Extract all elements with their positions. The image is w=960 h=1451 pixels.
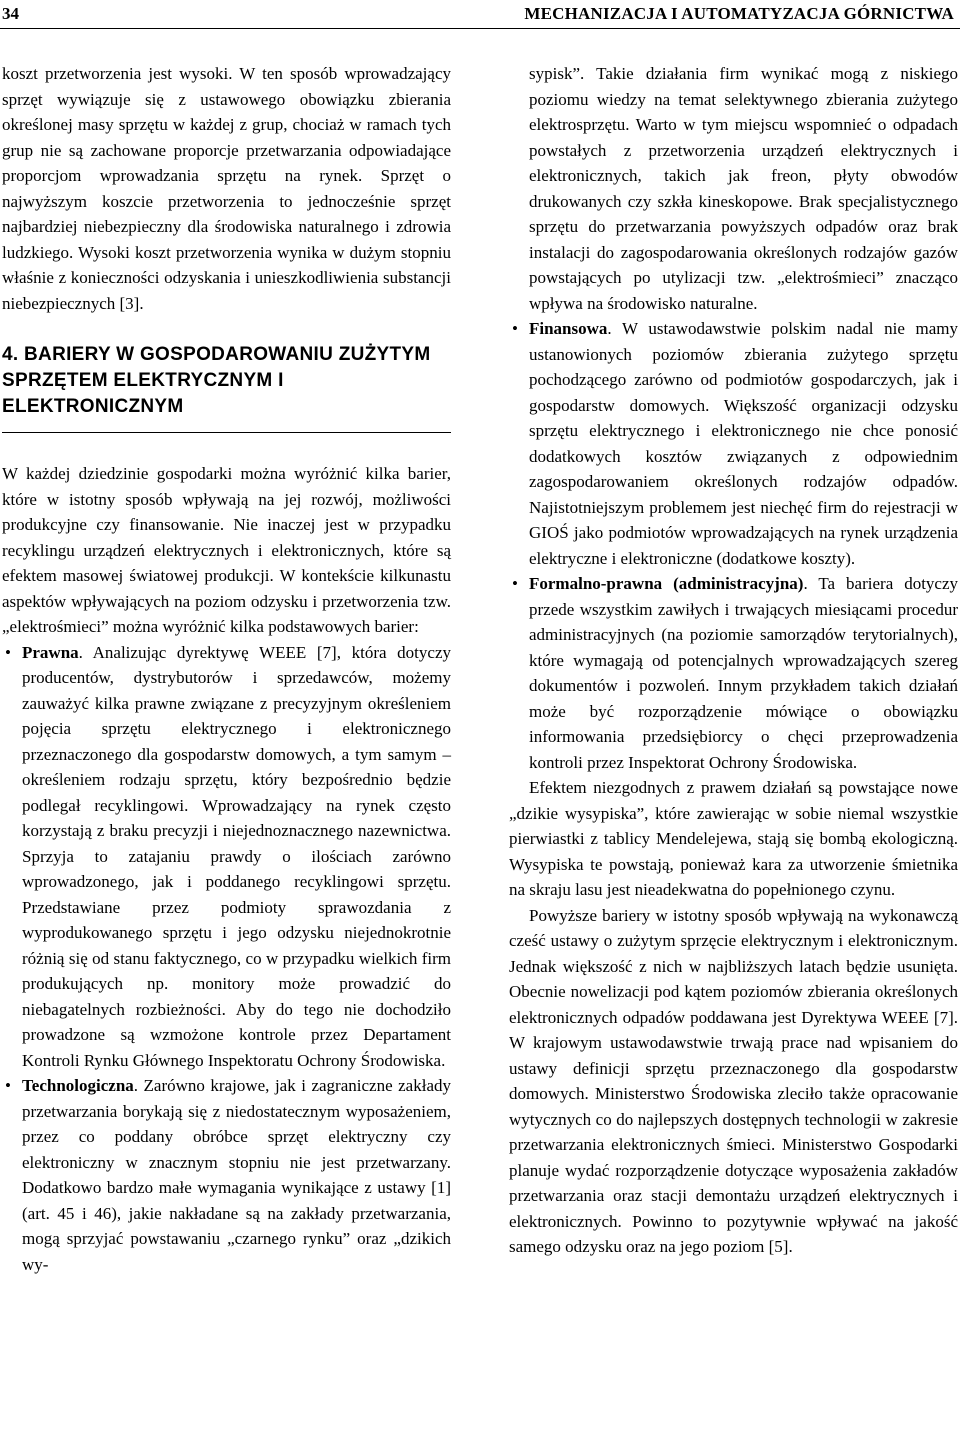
list-item-technological: [2, 1073, 451, 1277]
bullet-icon: •: [512, 319, 518, 338]
left-column: [2, 61, 451, 1277]
section-intro-paragraph: W każdej dziedzinie gospodarki można wyróżnić kilka barier, które w istotny sposób wpływają na jej rozwój, możliwości produkcyjne czy finansowanie. Nie inaczej jest w przypadku recyklingu urządzeń elektrycznych i elektronicznych, które są efektem masowej światowej produkcji. W kontekście kilkunastu aspektów wpływających na poziom odzysku i przetworzenia tzw. „elektrośmieci” można wyróżnić kilka podstawowych barier:: [2, 464, 451, 636]
barrier-list-continued: [509, 316, 958, 775]
list-item-continuation: sypisk”. Takie działania firm wynikać mogą z niskiego poziomu wiedzy na temat selektywnego zbierania zużytego elektrosprzętu. Warto w tym miejscu wspomnieć o odpadach powstałych z przetworzenia urządzeń elektrycznych i elektronicznych, takich jak freon, płyty obwodów drukowanych czy szkła kineskopowe. Brak specjalistycznego sprzętu do przetwarzania powyższych odpadów oraz brak instalacji do zagospodarowania określonych rodzajów gazów powstających po utylizacji tzw. „elektrośmieci” znacząco wpływa na środowisko naturalne.: [529, 64, 958, 313]
list-item-term: Finansowa: [529, 319, 608, 338]
header-rule: [0, 28, 960, 29]
list-item-administrative: [509, 571, 958, 775]
list-item-text: . W ustawodawstwie polskim nadal nie mamy ustanowionych poziomów zbierania zużytego sprzętu pochodzącego zarówno od podmiotów gospodarczych, jak i gospodarstw domowych. Większość organizacji odzysku sprzętu elektrycznego i elektronicznego nie chce ponosić dodatkowych kosztów związanych z odpowiednim zagospodarowaniem określonych rodzajów odpadów. Najistotniejszym problemem jest niechęć firm do rejestracji w GIOŚ jako podmiotów wprowadzających na rynek urządzenia elektryczne i elektroniczne (dodatkowe koszty).: [529, 319, 958, 568]
list-item-text: . Zarówno krajowe, jak i zagraniczne zakłady przetwarzania borykają się z niedostatecznym wyposażeniem, przez co poddany obróbce sprzęt elektryczny czy elektroniczny w znacznym stopniu nie jest przetwarzany. Dodatkowo bardzo małe wymagania wynikające z ustawy [1] (art. 45 i 46), jakie nakładane są na zakłady przetwarzania, mogą sprzyjać powstawaniu „czarnego rynku” oraz „dzikich wy-: [22, 1076, 451, 1274]
barrier-list: [2, 640, 451, 1278]
list-item-term: Prawna: [22, 642, 79, 662]
list-item-legal: [2, 640, 451, 1074]
page-number: 34: [2, 4, 19, 23]
list-item-text: . Ta bariera dotyczy przede wszystkim zawiłych i trwających miesiącami procedur administracyjnych (na poziomie samorządów terytorialnych), które wymagają od potencjalnych wprowadzających szereg dokumentów i pozwoleń. Innym przykładem takich działań może być rozporządzenie mówiące o obowiązku informowania przedsiębiorcy o chęci przeprowadzenia kontroli przez Inspektorat Ochrony Środowiska.: [529, 574, 959, 772]
list-item-term: Technologiczna: [22, 1076, 134, 1095]
body-paragraph: Powyższe bariery w istotny sposób wpływają na wykonawczą cześć ustawy o zużytym sprzęcie elektrycznym i elektronicznym. Jednak większość z nich w najbliższych latach będzie usunięta. Obecnie nowelizacji pod kątem poziomów zbierania określonych elektronicznych odpadów poddawana jest Dyrektywa WEEE [7]. W krajowym ustawodawstwie trwają prace nad wpisaniem do ustawy definicji sprzętu przeznaczonego dla gospodarstw domowych. Ministerstwo Środowiska zleciło także opracowanie wytycznych co do najlepszych dostępnych technologii w zakresie przetwarzania elektronicznych śmieci. Ministerstwo Gospodarki planuje wydać rozporządzenie dotyczące wyposażenia zakładów przetwarzania oraz stacji demontażu urządzeń elektrycznych i elektronicznych. Powinno to pozytywnie wpływać na jakość samego odzysku oraz na jego poziom [5].: [509, 905, 958, 1256]
bullet-icon: •: [5, 1076, 11, 1095]
body-paragraph: Efektem niezgodnych z prawem działań są powstające nowe „dzikie wysypiska”, które zawierając w sobie niemal wszystkie pierwiastki z tablicy Mendelejewa, stają się bombą ekologiczną. Wysypiska te powstają, ponieważ kara za utworzenie śmietnika na skraju lasu jest nieadekwatna do popełnionego czynu.: [509, 778, 958, 899]
running-header: [0, 0, 960, 40]
intro-paragraph: koszt przetworzenia jest wysoki. W ten sposób wprowadzający sprzęt wywiązuje się z ustawowego obowiązku zbierania określonej masy sprzętu w każdej z grup, chociaż w ramach tych grup nie są zachowane proporcje przetwarzania odpowiadające proporcjom wprowadzania sprzętu na rynek. Sprzęt o najwyższym koszcie przetworzenia to jednocześnie sprzęt najbardziej niebezpieczny dla środowiska naturalnego i zdrowia ludzkiego. Wysoki koszt przetworzenia wynika w dużym stopniu właśnie z konieczności odzyskania i unieszkodliwienia substancji niebezpiecznych [3].: [2, 64, 451, 313]
list-item-term: Formalno-prawna (administracyjna): [529, 574, 804, 593]
journal-title: MECHANIZACJA I AUTOMATYZACJA GÓRNICTWA: [524, 4, 954, 23]
list-item-financial: [509, 316, 958, 571]
section-heading: 4. BARIERY W GOSPODAROWANIU ZUŻYTYM SPRZĘTEM ELEKTRYCZNYM I ELEKTRONICZNYM: [2, 344, 431, 417]
right-column: [509, 61, 958, 1260]
bullet-icon: •: [5, 642, 11, 662]
section-rule: [2, 432, 451, 433]
list-item-text: . Analizując dyrektywę WEEE [7], która dotyczy producentów, dystrybutorów i sprzedawców, możemy zauważyć kilka prawne związane z precyzyjnym określeniem pojęcia sprzętu elektrycznego i elektronicznego przeznaczonego dla gospodarstw domowych, a tym samym – określeniem rodzaju sprzętu, który bezpośrednio będzie podlegał recyklingowi. Wprowadzający na rynek często korzystają z braku precyzji i niejednoznacznego nazewnictwa. Sprzyja to zatajaniu prawdy o ilościach zarówno wprowadzonego, jak i poddanego recyklingowi sprzętu. Przedstawiane przez podmioty sprawozdania z wyprodukowanego sprzętu i jego odzysku niejednokrotnie różnią się od stanu faktycznego, co w przypadku wielkich firm produkujących np. monitory może prowadzić do niebagatelnych rozbieżności. Aby do tego nie dochodziło prowadzone są wzmożone kontrole przez Departament Kontroli Rynku Głównego Inspektoratu Ochrony Środowiska.: [22, 642, 451, 1070]
bullet-icon: •: [512, 574, 518, 593]
